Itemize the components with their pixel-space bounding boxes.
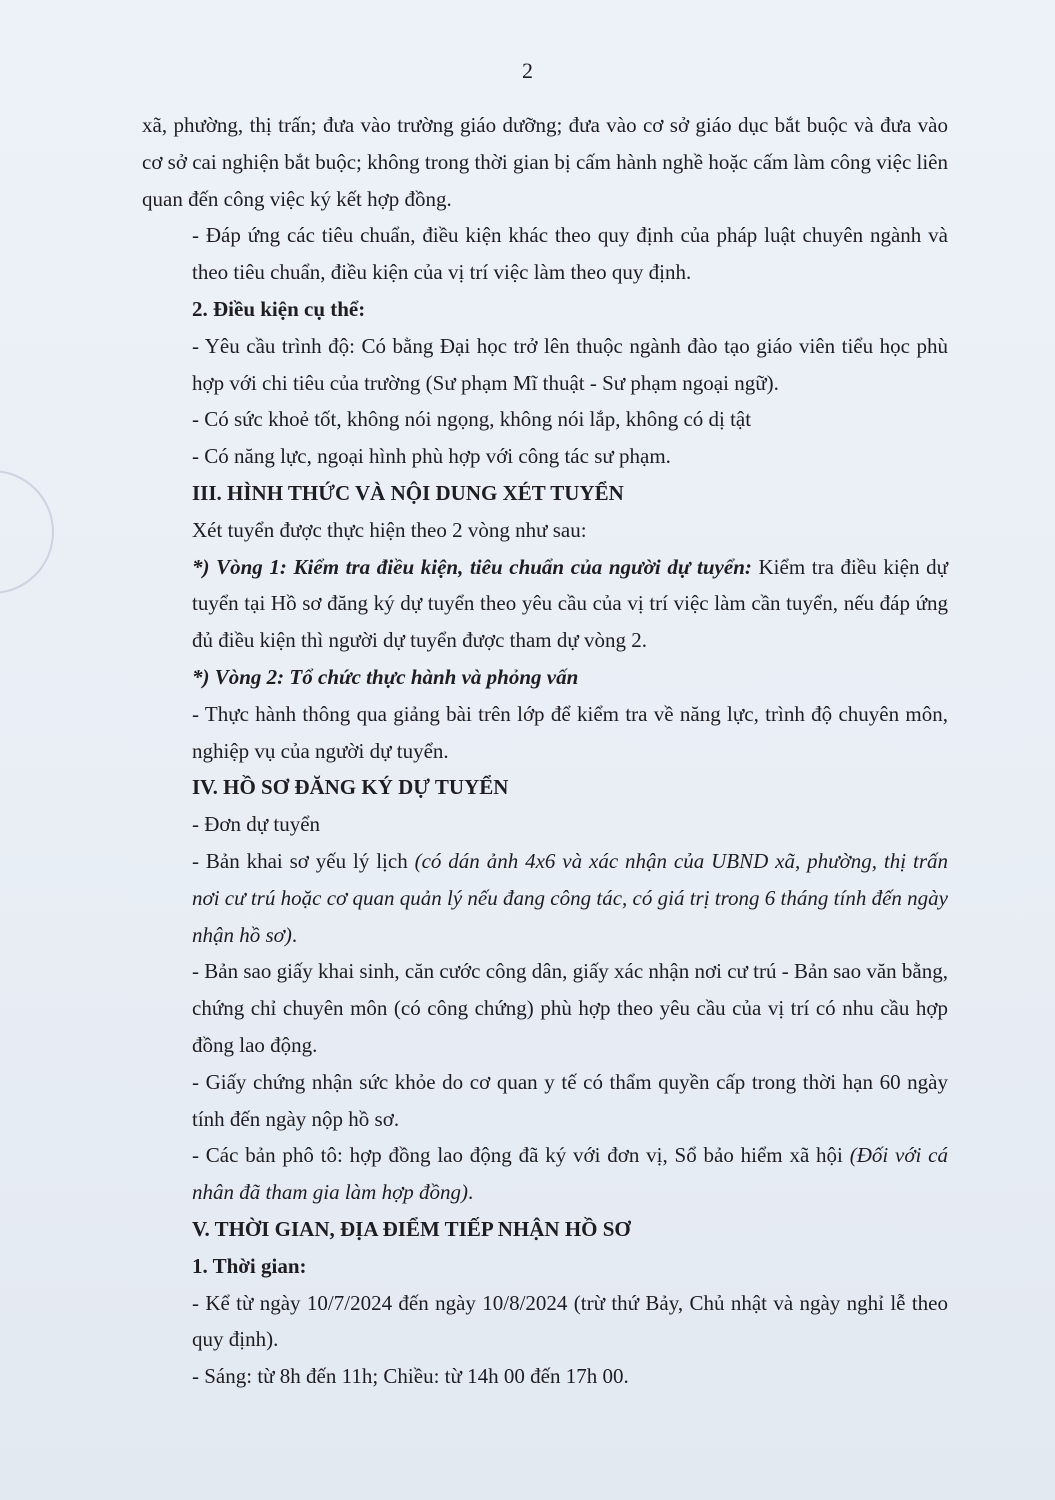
paragraph-resume — [142, 843, 948, 953]
resume-text: - Bản khai sơ yếu lý lịch — [192, 848, 415, 873]
heading-section-v: V. THỜI GIAN, ĐỊA ĐIỂM TIẾP NHẬN HỒ SƠ — [192, 1216, 631, 1241]
paragraph-health-requirement: - Có sức khoẻ tốt, không nói ngọng, không nói lắp, không có dị tật — [192, 407, 752, 432]
paragraph-copies: - Bản sao giấy khai sinh, căn cước công dân, giấy xác nhận nơi cư trú - Bản sao văn bằng, chứng chỉ chuyên môn (có công chứng) phù hợp theo yêu cầu của vị trí có nhu cầu hợp đồng lao động. — [192, 959, 948, 1057]
round-1-text: Kiểm tra điều kiện dự tuyển tại Hồ sơ đăng ký dự tuyển theo yêu cầu của vị trí việc làm cần tuyển, nếu đáp ứng đủ điều kiện thì người dự tuyển được tham dự vòng 2. — [192, 554, 948, 653]
document-body — [142, 107, 948, 1395]
paragraph-health-certificate: - Giấy chứng nhận sức khỏe do cơ quan y tế có thẩm quyền cấp trong thời hạn 60 ngày tính đến ngày nộp hồ sơ. — [192, 1069, 948, 1131]
heading-time: 1. Thời gian: — [192, 1253, 307, 1278]
paragraph-application-form: - Đơn dự tuyển — [192, 812, 321, 837]
paragraph-two-rounds: Xét tuyển được thực hiện theo 2 vòng như sau: — [192, 517, 587, 542]
paragraph-other-standards: - Đáp ứng các tiêu chuẩn, điều kiện khác theo quy định của pháp luật chuyên ngành và theo tiêu chuẩn, điều kiện của vị trí việc làm theo quy định. — [192, 223, 948, 285]
seal-stamp-partial — [0, 470, 54, 594]
photocopies-period: . — [468, 1180, 474, 1205]
round-1-title: *) Vòng 1: Kiểm tra điều kiện, tiêu chuẩn của người dự tuyển: — [192, 554, 752, 579]
paragraph-date-range: - Kể từ ngày 10/7/2024 đến ngày 10/8/2024 (trừ thứ Bảy, Chủ nhật và ngày nghỉ lễ theo quy định). — [192, 1290, 948, 1352]
paragraph-disqualifications-end: xã, phường, thị trấn; đưa vào trường giáo dưỡng; đưa vào cơ sở giáo dục bắt buộc và đưa vào cơ sở cai nghiện bắt buộc; không trong thời gian bị cấm hành nghề hoặc cấm làm công việc liên quan đến công việc ký kết hợp đồng. — [142, 113, 948, 211]
paragraph-practice-teaching: - Thực hành thông qua giảng bài trên lớp để kiểm tra về năng lực, trình độ chuyên môn, nghiệp vụ của người dự tuyển. — [192, 701, 948, 763]
photocopies-note: (Đối với cá nhân đã tham gia làm hợp đồng) — [192, 1143, 948, 1205]
heading-round-2: *) Vòng 2: Tổ chức thực hành và phỏng vấn — [192, 664, 579, 689]
heading-specific-conditions: 2. Điều kiện cụ thể: — [192, 296, 366, 321]
photocopies-text: - Các bản phô tô: hợp đồng lao động đã ký với đơn vị, Sổ bảo hiểm xã hội — [192, 1143, 850, 1168]
resume-period: . — [291, 922, 298, 947]
paragraph-round-1 — [142, 549, 948, 659]
paragraph-ability-requirement: - Có năng lực, ngoại hình phù hợp với công tác sư phạm. — [192, 444, 671, 469]
heading-section-iv: IV. HỒ SƠ ĐĂNG KÝ DỰ TUYỂN — [192, 775, 509, 800]
heading-section-iii: III. HÌNH THỨC VÀ NỘI DUNG XÉT TUYỂN — [192, 480, 624, 505]
paragraph-education-requirement: - Yêu cầu trình độ: Có bằng Đại học trở lên thuộc ngành đào tạo giáo viên tiểu học phù hợp với chi tiêu của trường (Sư phạm Mĩ thuật - Sư phạm ngoại ngữ). — [192, 333, 948, 395]
paragraph-photocopies — [142, 1137, 948, 1211]
page-number: 2 — [522, 58, 533, 83]
resume-note: (có dán ảnh 4x6 và xác nhận của UBND xã, phường, thị trấn nơi cư trú hoặc cơ quan quản lý nếu đang công tác, có giá trị trong 6 tháng tính đến ngày nhận hồ sơ) — [192, 848, 948, 947]
paragraph-hours: - Sáng: từ 8h đến 11h; Chiều: từ 14h 00 đến 17h 00. — [192, 1364, 629, 1389]
